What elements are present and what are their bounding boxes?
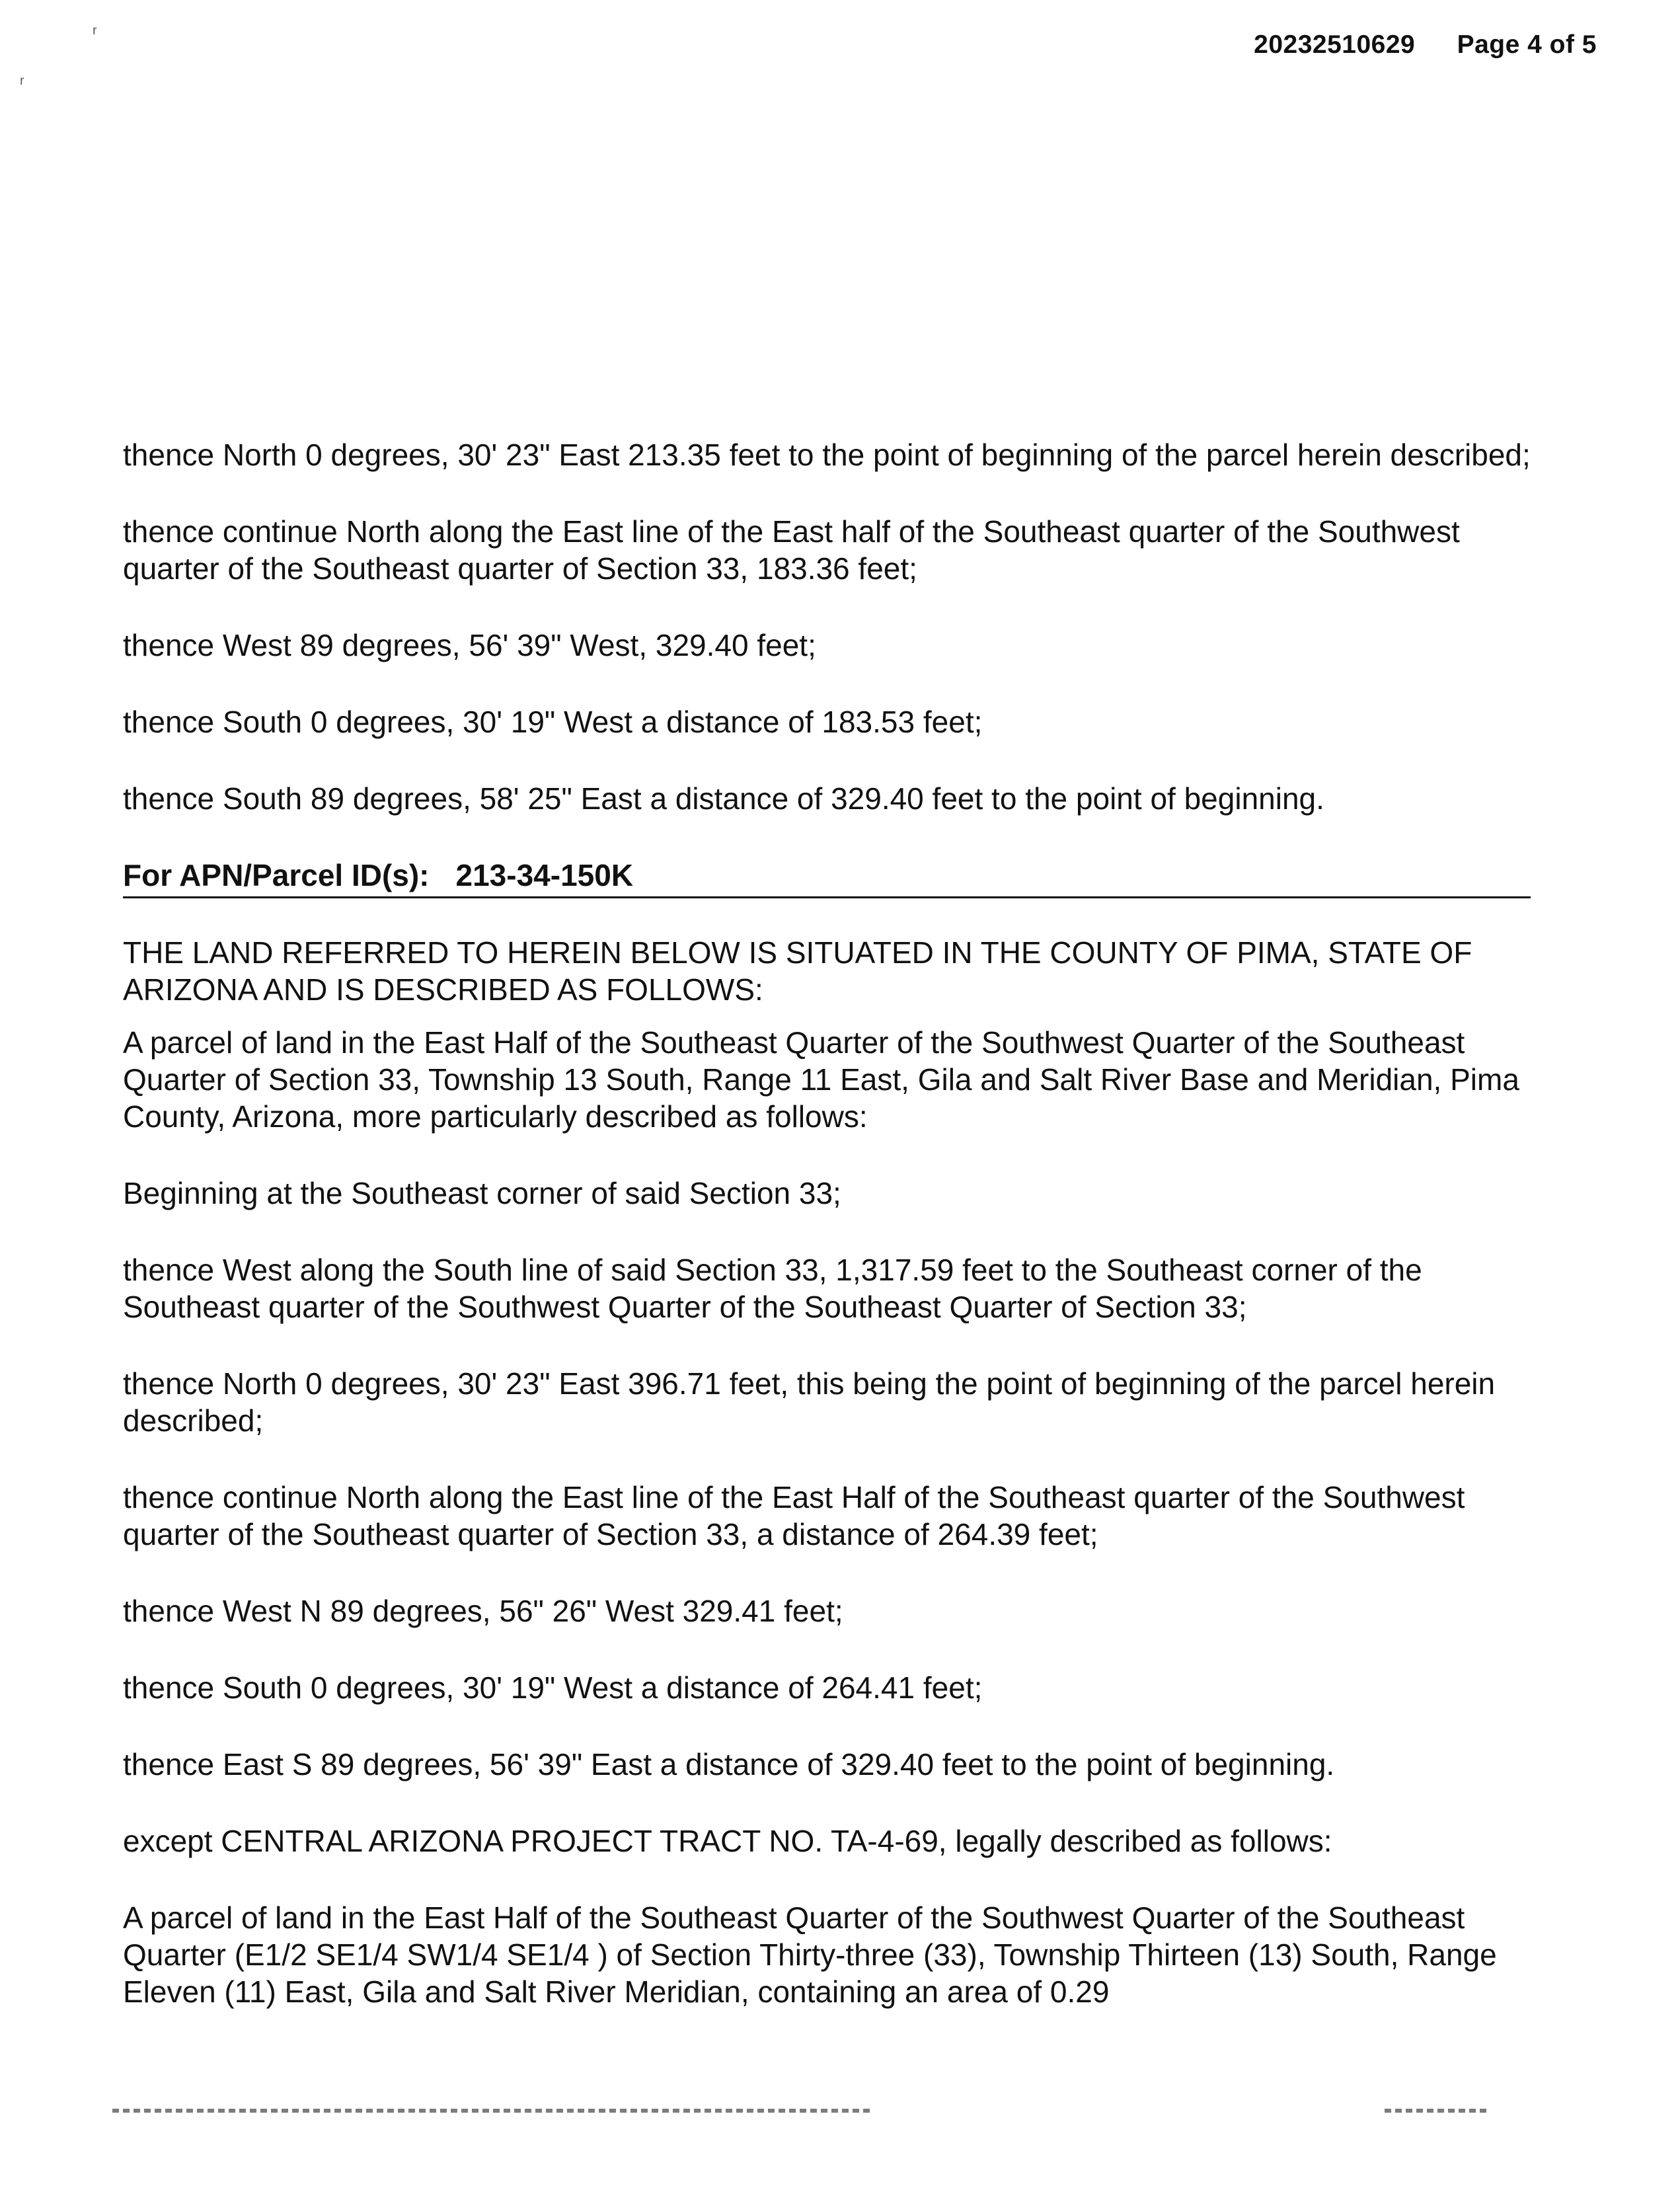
scan-speck: ʳ bbox=[20, 73, 24, 93]
paragraph: except CENTRAL ARIZONA PROJECT TRACT NO. TA-4-69, legally described as follows: bbox=[123, 1824, 1332, 1858]
paragraph: A parcel of land in the East Half of the Southeast Quarter of the Southwest Quarter of the Southeast Quarter of Section 33, Township 13 South, Range 11 East, Gila and Salt River Base and Meridian, Pima County, Arizona, more particularly described as follows: bbox=[123, 1025, 1519, 1134]
paragraph: thence West along the South line of said Section 33, 1,317.59 feet to the Southeast corner of the Southeast quarter of the Southwest Quarter of the Southeast Quarter of Section 33; bbox=[123, 1253, 1422, 1324]
paragraph: thence continue North along the East line of the East half of the Southeast quarter of the Southwest quarter of the Southeast quarter of Section 33, 183.36 feet; bbox=[123, 514, 1460, 586]
document-number: 20232510629 bbox=[1254, 30, 1416, 59]
paragraph: thence East S 89 degrees, 56' 39" East a distance of 329.40 feet to the point of beginning. bbox=[123, 1747, 1335, 1781]
paragraph: thence continue North along the East line of the East Half of the Southeast quarter of the Southwest quarter of the Southeast quarter of Section 33, a distance of 264.39 feet; bbox=[123, 1480, 1465, 1551]
paragraph: Beginning at the Southeast corner of said Section 33; bbox=[123, 1176, 841, 1210]
scan-speck: ʳ bbox=[93, 22, 97, 43]
paragraph: THE LAND REFERRED TO HEREIN BELOW IS SITUATED IN THE COUNTY OF PIMA, STATE OF ARIZONA AND IS DESCRIBED AS FOLLOWS: bbox=[123, 935, 1472, 1007]
footer-smudge bbox=[1385, 2109, 1490, 2113]
parcel-id-label: For APN/Parcel ID(s): bbox=[123, 858, 430, 892]
paragraph: thence South 0 degrees, 30' 19" West a distance of 264.41 feet; bbox=[123, 1670, 983, 1705]
paragraph: thence South 89 degrees, 58' 25" East a distance of 329.40 feet to the point of beginning. bbox=[123, 781, 1324, 816]
paragraph: A parcel of land in the East Half of the Southeast Quarter of the Southwest Quarter of the Southeast Quarter (E1/2 SE1/4 SW1/4 SE1/4 ) of Section Thirty-three (33), Township Thirteen (13) South, Range Eleven (11) East, Gila and Salt River Meridian, containing an area of 0.29 bbox=[123, 1900, 1497, 2009]
paragraph: thence West 89 degrees, 56' 39" West, 329.40 feet; bbox=[123, 628, 816, 662]
page-label: Page 4 of 5 bbox=[1457, 30, 1597, 59]
legal-description bbox=[123, 436, 1531, 2050]
paragraph: thence West N 89 degrees, 56" 26" West 329.41 feet; bbox=[123, 1594, 843, 1628]
paragraph: thence South 0 degrees, 30' 19" West a distance of 183.53 feet; bbox=[123, 705, 983, 739]
parcel-id-value: 213-34-150K bbox=[455, 858, 634, 892]
paragraph: thence North 0 degrees, 30' 23" East 213.35 feet to the point of beginning of the parcel herein described; bbox=[123, 438, 1531, 472]
footer-smudge bbox=[112, 2109, 872, 2113]
paragraph: thence North 0 degrees, 30' 23" East 396.71 feet, this being the point of beginning of the parcel herein described; bbox=[123, 1366, 1496, 1438]
parcel-id-heading bbox=[123, 857, 1531, 898]
page-header bbox=[1254, 30, 1597, 59]
